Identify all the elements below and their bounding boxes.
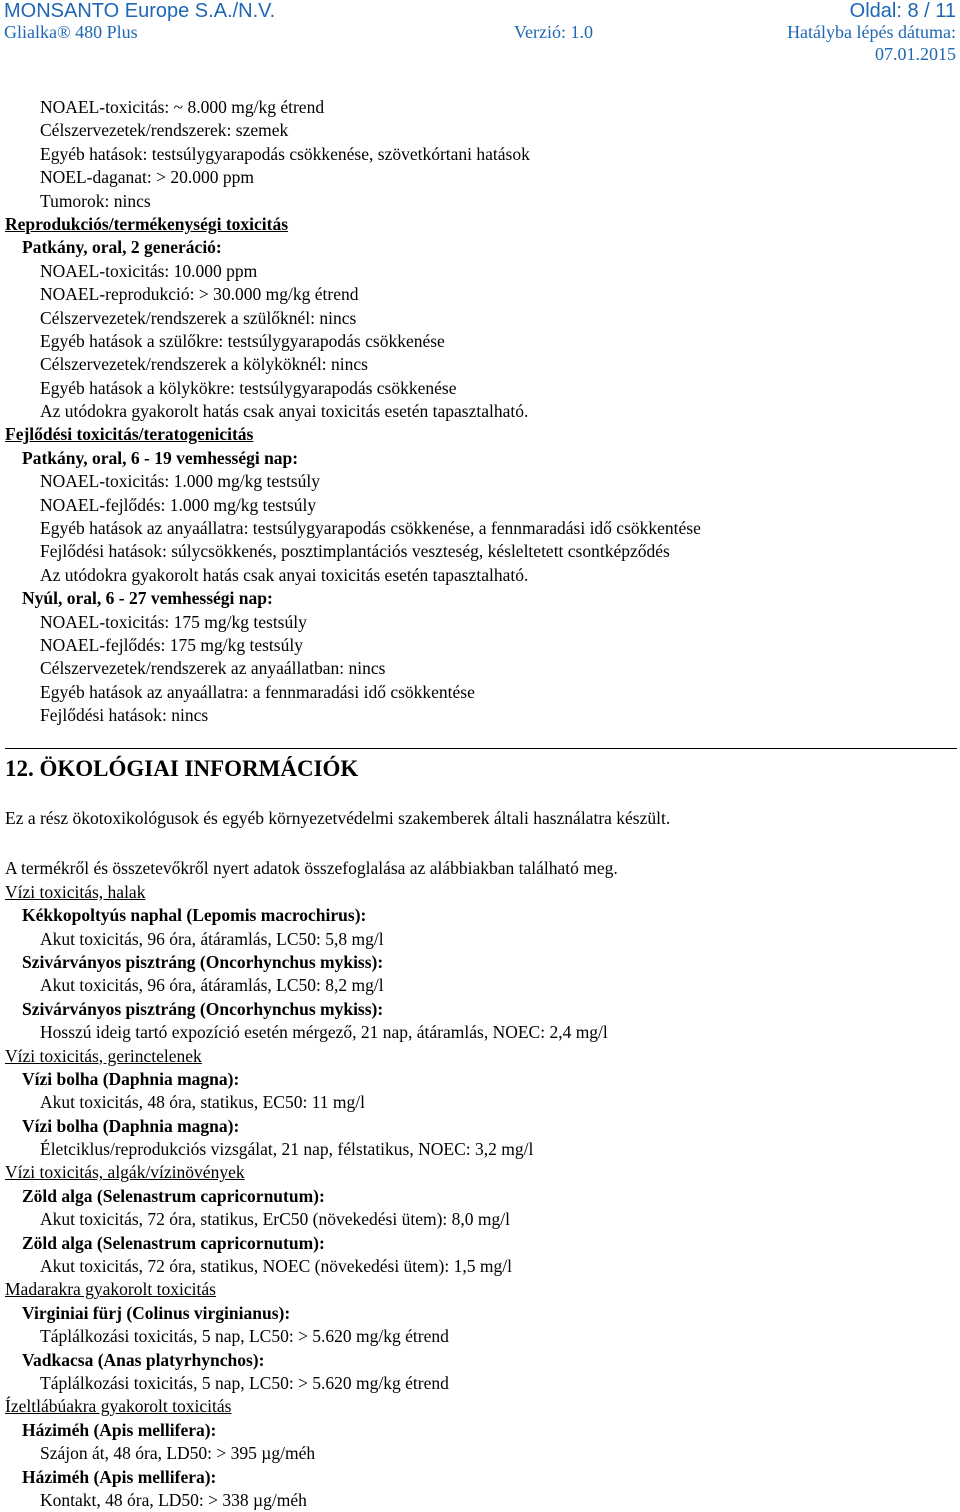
- ecology-block: [5, 807, 957, 1512]
- text-line: Hosszú ideig tartó expozíció esetén mérgező, 21 nap, átáramlás, NOEC: 2,4 mg/l: [40, 1022, 608, 1043]
- text-line: Akut toxicitás, 96 óra, átáramlás, LC50: 8,2 mg/l: [40, 975, 384, 996]
- subsection-heading: Vízi toxicitás, halak: [5, 881, 146, 902]
- subsection-heading: Reprodukciós/termékenységi toxicitás: [5, 213, 289, 234]
- text-line: Tumorok: nincs: [40, 190, 151, 211]
- text-line: Táplálkozási toxicitás, 5 nap, LC50: > 5.620 mg/kg étrend: [40, 1372, 449, 1393]
- test-species-heading: Szivárványos pisztráng (Oncorhynchus mykiss):: [22, 998, 384, 1019]
- test-species-heading: Kékkopoltyús naphal (Lepomis macrochirus):: [22, 905, 367, 926]
- ecotox-list: [5, 881, 957, 1512]
- section-intro: Ez a rész ökotoxikológusok és egyéb környezetvédelmi szakemberek általi használatra készült.: [5, 808, 671, 828]
- text-line: Kontakt, 48 óra, LD50: > 338 µg/méh: [40, 1489, 307, 1510]
- toxicology-block: [5, 96, 957, 728]
- subsection-heading: Vízi toxicitás, gerinctelenek: [5, 1045, 202, 1066]
- text-line: NOAEL-fejlődés: 175 mg/kg testsúly: [40, 634, 303, 655]
- test-species-heading: Vadkacsa (Anas platyrhynchos):: [22, 1349, 265, 1370]
- text-line: Célszervezetek/rendszerek a kölyköknél: nincs: [40, 354, 368, 375]
- text-line: NOEL-daganat: > 20.000 ppm: [40, 167, 254, 188]
- test-species-heading: Patkány, oral, 6 - 19 vemhességi nap:: [22, 447, 299, 468]
- test-species-heading: Zöld alga (Selenastrum capricornutum):: [22, 1232, 325, 1253]
- section-title: 12. ÖKOLÓGIAI INFORMÁCIÓK: [5, 756, 359, 781]
- text-line: Célszervezetek/rendszerek a szülőknél: nincs: [40, 307, 357, 328]
- text-line: Célszervezetek/rendszerek az anyaállatban: nincs: [40, 658, 386, 679]
- page-number: Oldal: 8 / 11: [849, 0, 956, 22]
- text-line: Fejlődési hatások: súlycsökkenés, posztimplantációs veszteség, késleltetett csontképződés: [40, 541, 670, 562]
- subsection-heading: Madarakra gyakorolt toxicitás: [5, 1279, 216, 1300]
- product-name: Glialka® 480 Plus: [4, 22, 138, 42]
- text-line: Életciklus/reprodukciós vizsgálat, 21 nap, félstatikus, NOEC: 3,2 mg/l: [40, 1139, 534, 1160]
- test-species-heading: Vízi bolha (Daphnia magna):: [22, 1068, 240, 1089]
- text-line: Szájon át, 48 óra, LD50: > 395 µg/méh: [40, 1443, 316, 1464]
- subsection-heading: Ízeltlábúakra gyakorolt toxicitás: [5, 1396, 232, 1417]
- test-species-heading: Szivárványos pisztráng (Oncorhynchus mykiss):: [22, 951, 384, 972]
- text-line: Akut toxicitás, 96 óra, átáramlás, LC50: 5,8 mg/l: [40, 928, 384, 949]
- subsection-heading: Vízi toxicitás, algák/vízinövények: [5, 1162, 245, 1183]
- section-divider: [5, 748, 957, 749]
- section-summary: A termékről és összetevőkről nyert adatok összefoglalása az alábbiakban található meg.: [5, 858, 618, 879]
- effective-date-label: Hatályba lépés dátuma:: [787, 22, 956, 42]
- text-line: Egyéb hatások: testsúlygyarapodás csökkenése, szövetkórtani hatások: [40, 143, 530, 164]
- effective-date: 07.01.2015: [875, 44, 956, 64]
- subsection-heading: Fejlődési toxicitás/teratogenicitás: [5, 424, 254, 445]
- version-label: Verzió: 1.0: [514, 22, 593, 42]
- text-line: NOAEL-toxicitás: 175 mg/kg testsúly: [40, 611, 307, 632]
- text-line: Akut toxicitás, 72 óra, statikus, ErC50 (növekedési ütem): 8,0 mg/l: [40, 1209, 510, 1230]
- test-species-heading: Zöld alga (Selenastrum capricornutum):: [22, 1185, 325, 1206]
- test-species-heading: Vízi bolha (Daphnia magna):: [22, 1115, 240, 1136]
- text-line: NOAEL-fejlődés: 1.000 mg/kg testsúly: [40, 494, 317, 515]
- test-species-heading: Virginiai fürj (Colinus virginianus):: [22, 1302, 291, 1323]
- test-species-heading: Patkány, oral, 2 generáció:: [22, 237, 222, 258]
- text-line: Táplálkozási toxicitás, 5 nap, LC50: > 5.620 mg/kg étrend: [40, 1326, 449, 1347]
- text-line: Egyéb hatások a kölykökre: testsúlygyarapodás csökkenése: [40, 377, 457, 398]
- text-line: Egyéb hatások az anyaállatra: a fennmaradási idő csökkentése: [40, 681, 475, 702]
- text-line: NOAEL-toxicitás: ~ 8.000 mg/kg étrend: [40, 97, 325, 117]
- test-species-heading: Háziméh (Apis mellifera):: [22, 1466, 217, 1487]
- text-line: Egyéb hatások az anyaállatra: testsúlygyarapodás csökkenése, a fennmaradási idő csökkentése: [40, 518, 701, 539]
- text-line: Akut toxicitás, 72 óra, statikus, NOEC (növekedési ütem): 1,5 mg/l: [40, 1256, 512, 1277]
- company-name: MONSANTO Europe S.A./N.V.: [4, 0, 276, 22]
- text-line: Az utódokra gyakorolt hatás csak anyai toxicitás esetén tapasztalható.: [40, 564, 529, 585]
- text-line: NOAEL-toxicitás: 10.000 ppm: [40, 260, 258, 281]
- text-line: Akut toxicitás, 48 óra, statikus, EC50: 11 mg/l: [40, 1092, 366, 1113]
- text-line: NOAEL-toxicitás: 1.000 mg/kg testsúly: [40, 471, 320, 492]
- text-line: Egyéb hatások a szülőkre: testsúlygyarapodás csökkenése: [40, 330, 445, 351]
- text-line: Fejlődési hatások: nincs: [40, 705, 209, 726]
- text-line: Az utódokra gyakorolt hatás csak anyai toxicitás esetén tapasztalható.: [40, 401, 529, 422]
- test-species-heading: Nyúl, oral, 6 - 27 vemhességi nap:: [22, 588, 273, 609]
- test-species-heading: Háziméh (Apis mellifera):: [22, 1419, 217, 1440]
- text-line: Célszervezetek/rendszerek: szemek: [40, 120, 289, 141]
- text-line: NOAEL-reprodukció: > 30.000 mg/kg étrend: [40, 284, 359, 305]
